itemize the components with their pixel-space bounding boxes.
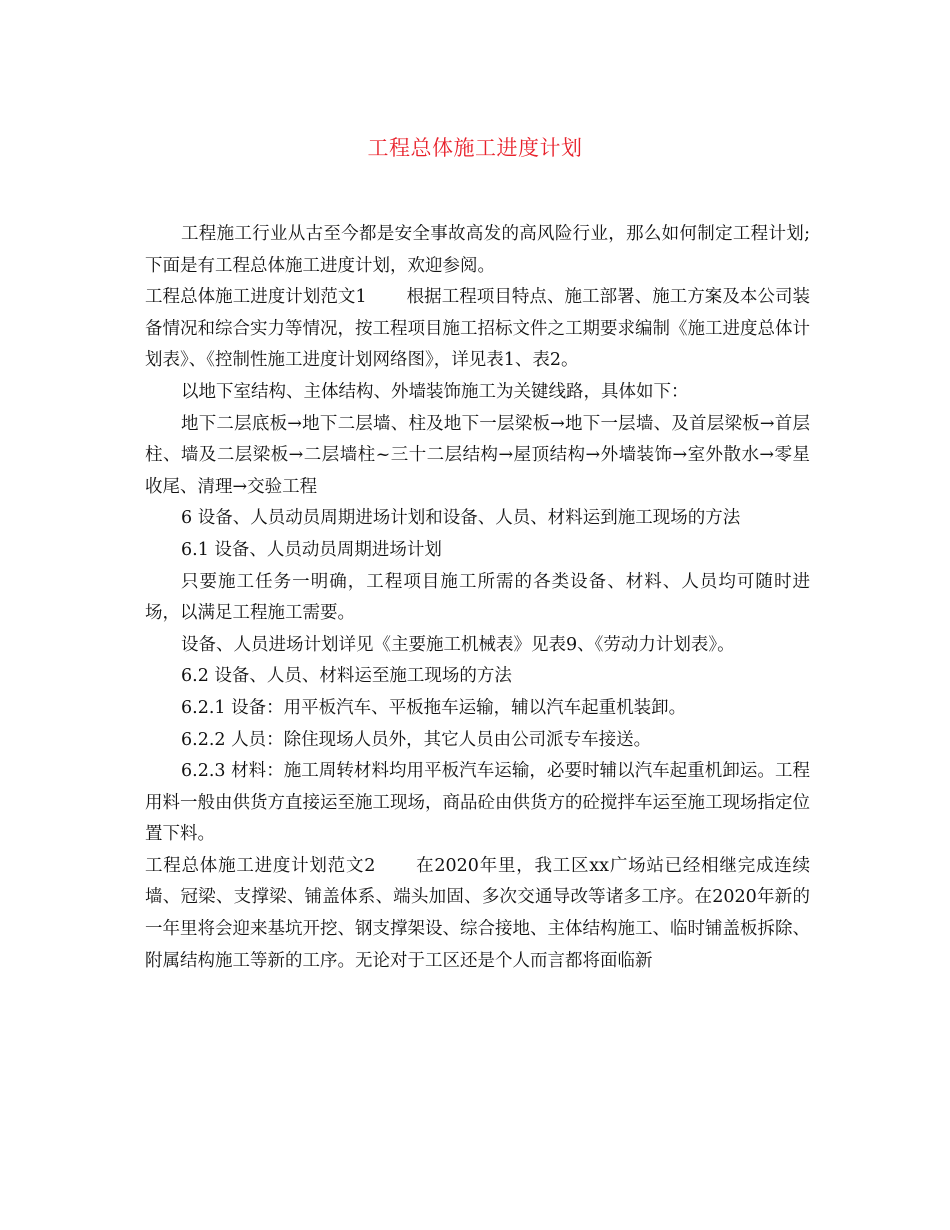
section-heading-6-2: 6.2 设备、人员、材料运至施工现场的方法 xyxy=(181,666,512,687)
paragraph-sample-1 xyxy=(145,282,810,377)
paragraph-text: 在2020年里，我工区xx广场站已经相继完成连续墙、冠梁、支撑梁、铺盖体系、端头加固、多次交通导改等诸多工序。在2020年新的一年里将会迎来基坑开挖、钢支撑架设、综合接地、主体结构施工、临时铺盖板拆除、附属结构施工等新的工序。无论对于工区还是个人而言都将面临新 xyxy=(145,855,810,971)
paragraph-sample-2 xyxy=(145,851,810,977)
paragraph-materials: 6.2.3 材料：施工周转材料均用平板汽车运输，必要时辅以汽车起重机卸运。工程用料一般由供货方直接运至施工现场，商品砼由供货方的砼搅拌车运至施工现场指定位置下料。 xyxy=(145,761,810,845)
sample-heading: 工程总体施工进度计划范文1 xyxy=(145,287,367,308)
paragraph-critical-path: 以地下室结构、主体结构、外墙装饰施工为关键线路，具体如下： xyxy=(181,381,689,402)
paragraph-mobilization: 只要施工任务一明确，工程项目施工所需的各类设备、材料、人员均可随时进场，以满足工程施工需要。 xyxy=(145,571,810,624)
document-body xyxy=(145,219,810,977)
paragraph-equipment: 6.2.1 设备：用平板汽车、平板拖车运输，辅以汽车起重机装卸。 xyxy=(181,697,687,718)
paragraph-text: 根据工程项目特点、施工部署、施工方案及本公司装备情况和综合实力等情况，按工程项目施工招标文件之工期要求编制《施工进度总体计划表》、《控制性施工进度计划网络图》，详见表1、表2。 xyxy=(145,287,811,371)
section-heading-6-1: 6.1 设备、人员动员周期进场计划 xyxy=(181,539,442,560)
paragraph-personnel: 6.2.2 人员：除住现场人员外，其它人员由公司派专车接送。 xyxy=(181,729,652,750)
document-title: 工程总体施工进度计划 xyxy=(367,136,583,160)
paragraph-entry-plan: 设备、人员进场计划详见《主要施工机械表》见表9、《劳动力计划表》。 xyxy=(181,634,735,655)
section-heading-6: 6 设备、人员动员周期进场计划和设备、人员、材料运到施工现场的方法 xyxy=(181,508,741,529)
paragraph-sequence: 地下二层底板→地下二层墙、柱及地下一层梁板→地下一层墙、及首层梁板→首层柱、墙及二层梁板→二层墙柱~三十二层结构→屋顶结构→外墙装饰→室外散水→零星收尾、清理→交验工程 xyxy=(145,413,810,497)
paragraph-intro: 工程施工行业从古至今都是安全事故高发的高风险行业，那么如何制定工程计划;下面是有工程总体施工进度计划，欢迎参阅。 xyxy=(145,224,810,276)
sample-heading: 工程总体施工进度计划范文2 xyxy=(145,855,376,876)
